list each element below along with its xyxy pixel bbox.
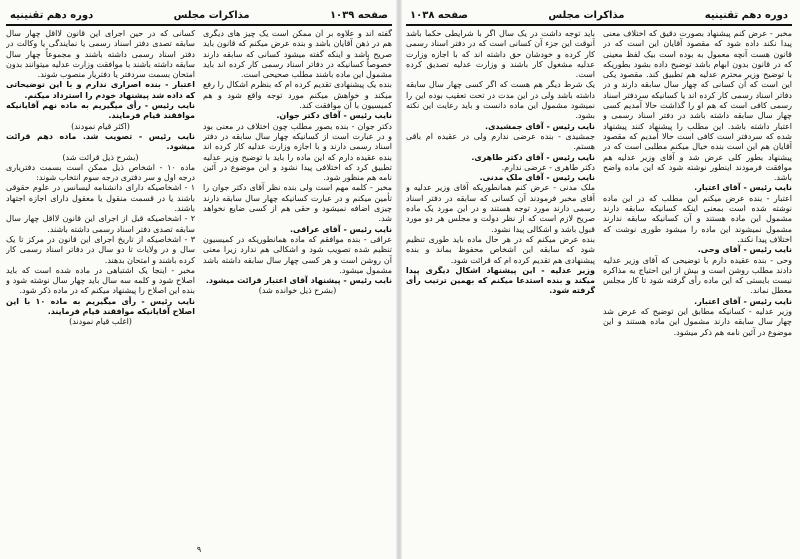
book-gutter (396, 0, 402, 559)
page-label: صفحه ۱۰۳۹ (329, 9, 388, 21)
speaker-line: نایب رئیس - آقای وحی. (697, 245, 792, 255)
body-paragraph: مخبر - کلمه مهم است ولی بنده نظر آقای دکتر جوان را تأمین میکنم و در عبارت کسانیکه چهار سال سابقه دارند چیزی اضافه نمیشود و حقی هم از کسی ضایع نخواهد شد. (203, 183, 392, 224)
column-left (6, 29, 195, 545)
column-right (603, 29, 792, 545)
page-label: صفحه ۱۰۳۸ (410, 9, 469, 21)
left-page-header (6, 6, 392, 26)
right-page-columns (406, 29, 792, 545)
speaker-line: اعتبار - بنده اصراری ندارم و با این توضیحاتی که داده شد پیشنهاد خودم را استرداد میکنم. (6, 80, 195, 100)
parenthetical-note: (اغلب قیام نمودند) (69, 317, 132, 327)
body-paragraph: دکتر جوان - بنده بصور مطلب چون اختلاف در معنی بود و در عبارت است از کسانیکه چهار سال سابقه در دفتر اسناد رسمی دارند و با اجازه وزارت عدلیه کار کرده اند بنده عقیده دارم که این ماده را باید با توضیح وزیر عدلیه تطبیق کرد که اختلافی پیدا نشود و این موضوع در آئین نامه هم منظور شود. (203, 121, 392, 183)
speaker-line: نایب رئیس - آقای دکتر طاهری. (471, 152, 595, 162)
body-paragraph: مخبر - اینجا یک اشتباهی در ماده شده است که باید اصلاح شود و کلمه سه سال باید چهار سال نوشته شود و بنده این اصلاح را پیشنهاد میکنم که در ماده ذکر شود. (6, 265, 195, 296)
body-paragraph: ۳ - اشخاصیکه از تاریخ اجرای این قانون در مرکز تا یک سال و در ولایات تا دو سال در دفاتر اسناد رسمی کار کرده باشند و امتحان بدهند. (6, 234, 195, 265)
speaker-line: نایب رئیس - آقای دکتر جوان. (276, 111, 392, 121)
right-page-header (406, 6, 792, 26)
parenthetical-note: (بشرح ذیل قرائت شد) (62, 152, 139, 162)
speaker-line: نایب رئیس - آقای ملک مدنی. (479, 173, 595, 183)
speaker-line: نایب رئیس - پیشنهاد آقای اعتبار قرائت میشود. (205, 276, 392, 286)
body-paragraph: بنده عرض میکنم که در هر حال ماده باید طوری تنظیم شود که سابقه این اشخاص محفوظ بماند و بنده پیشنهادی هم تقدیم کرده ام که قرائت شود. (406, 234, 595, 265)
page-footer-mark: ۹ (196, 545, 202, 552)
body-paragraph: بنده یک پیشنهادی تقدیم کرده ام که بنظرم اشکال را رفع میکند و خواهش میکنم مورد توجه واقع شود و هم کمیسیون با آن موافقت کند. (203, 80, 392, 111)
parenthetical-note: (اکثر قیام نمودند) (71, 121, 130, 131)
body-paragraph: ماده ۱۰ - اشخاص ذیل ممکن است بسمت دفتریاری درجه اول و سر دفتری درجه سوم انتخاب شوند: (6, 162, 195, 183)
session-label: دوره دهم تقنینیه (704, 9, 788, 21)
left-page (6, 6, 392, 552)
body-paragraph: کسانی که در حین اجرای این قانون لااقل چهار سال سابقه تصدی دفتر اسناد رسمی یا نمایندگی یا وکالت در دفتر اسناد رسمی داشته باشند و مجموعاً چهار سال سابقه داشته باشند با موافقت وزارت عدلیه میتوانند بدون امتحان بسمت سردفتر یا دفتریار منصوب شوند. (6, 29, 195, 80)
speaker-line: نایب رئیس - آقای عراقی. (290, 224, 392, 234)
speaker-line: نایب رئیس - رأی میگیریم به ماده نهم آقایانیکه موافقند قیام فرمایند. (6, 101, 195, 121)
page-title: مذاکرات مجلس (173, 9, 250, 21)
left-page-columns (6, 29, 392, 545)
speaker-line: نایب رئیس - آقای اعتبار. (694, 183, 792, 193)
session-label: دوره دهم تقنینیه (10, 9, 94, 21)
body-paragraph: جمشیدی - بنده عرضی ندارم ولی در عقیده ام باقی هستم. (406, 131, 595, 152)
body-paragraph: گفته اند و علاوه بر آن ممکن است یک چیز های دیگری هم در ذهن آقایان باشد و بنده عرض میکنم که قانون باید صریح باشد و اینکه گفته میشود کسانی که سابقه دارند خصوصاً کسانیکه در دفاتر اسناد رسمی کار کرده اند باید مشمول این ماده باشند مطلب صحیحی است. (203, 29, 392, 80)
body-paragraph: دکتر طاهری - عرضی ندارم. (501, 162, 595, 172)
body-paragraph: مخبر - عرض کنم پیشنهاد بصورت دقیق که اختلاف معنی پیدا نکند داده شود که مقصود آقایان این است که در قانون هست آنچه معمول به بوده است بیک لفظ معینی که در قانون بدون ابهام باشد توضیح داده بشود بطوریکه با توضیح وزیر محترم عدلیه هم تطبیق کند. مقصود یکی این است که آن کسانی که چهار سال سابقه دارند و در دفاتر اسناد رسمی کار کرده اند یا کسانیکه سردفتر اسناد رسمی کافی است که هم او را گذاشت حالا آمدیم کسی چهار سال سابقه داشته باشد در دفتر اسناد رسمی و اعتبار داشته باشد. این مطلب را پیشنهاد کنند پیشنهاد شده که سردفتر است کافی است حالا آمدیم که مقصود آقایان هم این است بنده خیال میکنم مطلبی است که در پیشنهاد بطور کلی عرض شد و آقای وزیر عدلیه هم موافقت فرمودند اینطور نوشته شود که این ماده واضح باشد. (603, 29, 792, 183)
body-paragraph: وزیر عدلیه - کسانیکه مطابق این توضیح که عرض شد چهار سال سابقه دارند مشمول این ماده هستند و این موضوع در آئین نامه هم ذکر میشود. (603, 307, 792, 337)
parenthetical-note: (بشرح ذیل خوانده شد) (258, 286, 337, 296)
column-right (203, 29, 392, 545)
body-paragraph: باید توجه داشت در یک سال اگر با شرایطی حکماً باشد آنوقت این جزء آن کسانی است که در دفتر اسناد رسمی کار کرده و خودشان حق داشته اند که با اجازه وزارت عدلیه مشغول کار باشند و وزارت عدلیه تصدیق کرده است. (406, 29, 595, 80)
body-paragraph: ملک مدنی - عرض کنم همانطوریکه آقای وزیر عدلیه و آقای مخبر فرمودند آن کسانی که سابقه در دفتر اسناد رسمی دارند مورد توجه هستند و در این مورد یک ماده صریح لازم است که از نظر دولت و مجلس هر دو مورد قبول باشد و اشکالی پیدا نشود. (406, 183, 595, 234)
body-paragraph: ۲ - اشخاصیکه قبل از اجرای این قانون لااقل چهار سال سابقه تصدی دفتر اسناد رسمی داشته باشند. (6, 214, 195, 234)
page-title: مذاکرات مجلس (548, 9, 625, 21)
body-paragraph: ۱ - اشخاصیکه دارای دانشنامه لیسانس در علوم حقوقی باشند یا در قسمت منقول یا معقول دارای اجازه اجتهاد باشند. (6, 183, 195, 214)
body-paragraph: وحی - بنده عقیده دارم با توضیحی که آقای وزیر عدلیه دادند مطلب روشن است و بیش از این احتیاج به مذاکره نیست بایستی که این ماده رأی گرفته شود تا کار مجلس معطل نماند. (603, 255, 792, 296)
speaker-line: نایب رئیس - رأی میگیریم به ماده ۱۰ با این اصلاح آقایانیکه موافقند قیام فرمایند. (6, 296, 195, 317)
speaker-line: نایب رئیس - آقای جمشیدی. (485, 121, 595, 131)
right-page (406, 6, 792, 552)
speaker-line: وزیر عدلیه - این پیشنهاد اشکال دیگری پیدا میکند و بنده استدعا میکنم که بهمین ترتیب رأی گرفته شود. (406, 265, 595, 296)
body-paragraph: یک شرط دیگر هم هست که اگر کسی چهار سال سابقه داشته باشد ولی در این مدت در تحت تعقیب بوده این را نمیشود مشمول این ماده دانست و باید رعایت این نکته بشود. (406, 80, 595, 121)
column-left (406, 29, 595, 545)
speaker-line: نایب رئیس - آقای اعتبار. (694, 296, 792, 306)
body-paragraph: عراقی - بنده موافقم که ماده همانطوریکه در کمیسیون تنظیم شده تصویب شود و اشکالی هم ندارد زیرا معنی آن روشن است و هر کسی چهار سال سابقه داشته باشد مشمول میشود. (203, 234, 392, 275)
speaker-line: نایب رئیس - تصویب شد. ماده دهم قرائت میشود. (6, 131, 195, 152)
body-paragraph: اعتبار - بنده عرض میکنم این مطلب که در این ماده نوشته شده است بمعنی اینکه کسانیکه سابقه دارند مشمول این ماده هستند و آن کسانیکه سابقه ندارند مشمول نمیشوند این ماده را میشود طوری نوشت که اختلاف پیدا نکند. (603, 193, 792, 244)
